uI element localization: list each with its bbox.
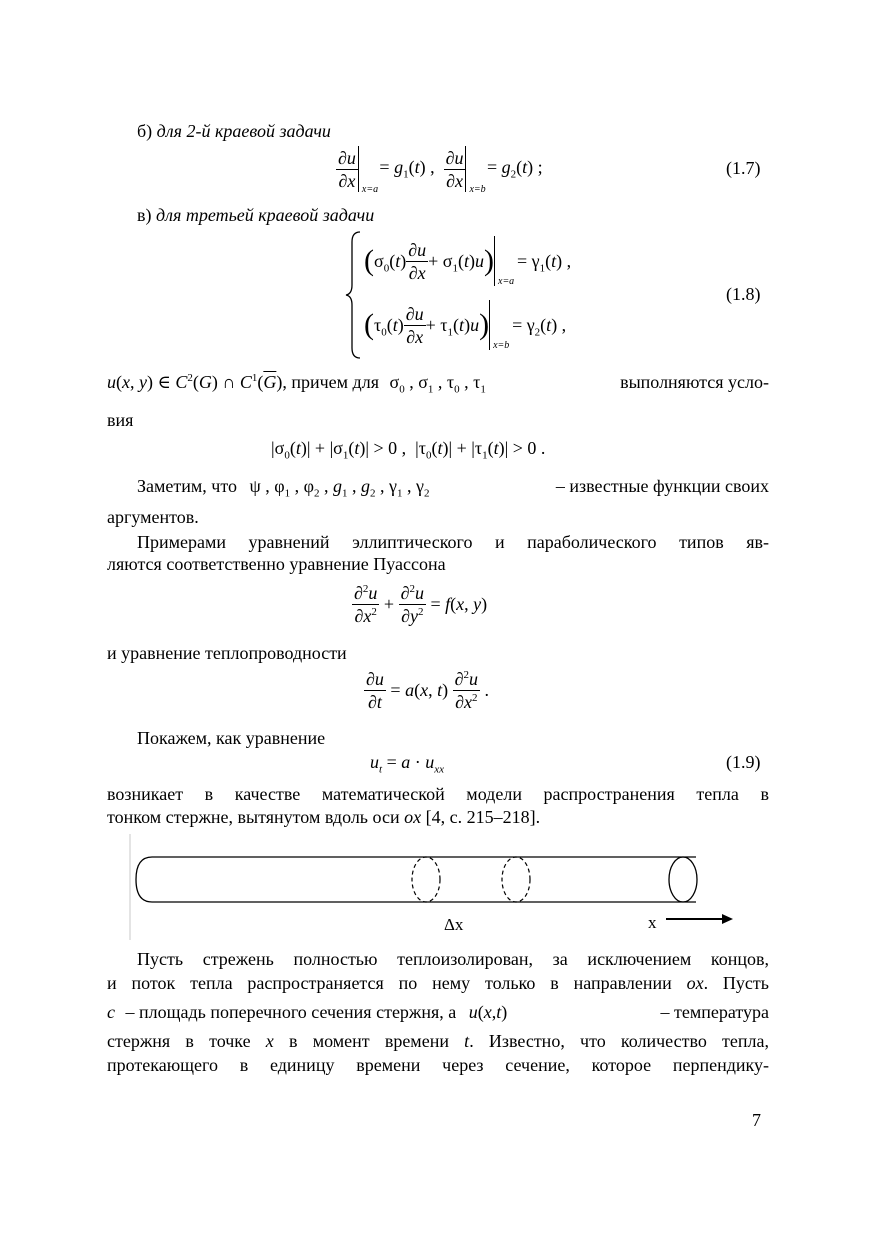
bc2-intro-prefix: б): [137, 121, 157, 141]
system-row-1: ($\sigma_0(t)$ $\frac{\partial u}{\partial x}$ + $\sigma_1(t)u$) x=a = $\gamma_1(t)$ ,: [364, 236, 571, 286]
rod-end-cap: [669, 857, 697, 902]
remark-text: Заметим, что: [137, 476, 237, 496]
rod-line-1: Пусть стрежень полностью теплоизолирован, за исключением концов,: [137, 949, 769, 969]
rod-line-5: протекающего в единицу времени через сечение, которое перпендику-: [107, 1055, 769, 1075]
page-number: 7: [752, 1110, 761, 1130]
rod-section-right: [502, 857, 530, 902]
rod-line-4-suffix: . Известно, что количество тепла,: [469, 1031, 769, 1051]
poisson-equation: $\frac{\partial^2u}{\partial x^2}$ + $\frac{\partial^2u}{\partial y^2}$ = f(x, y): [354, 583, 488, 626]
rod-line-2: [107, 971, 769, 995]
rod-line-3-c: c: [107, 1002, 115, 1022]
equation-1-8: [344, 230, 664, 360]
eval-bar-b: [465, 146, 486, 195]
eval-sub-b: x=b: [469, 184, 486, 195]
axis-arrow-head: [722, 914, 733, 924]
equation-number-1-8: (1.8): [726, 284, 761, 304]
equation-1-7: $\frac{\partial u}{\partial x}$ x=a = $g_1(t)$ , $\frac{\partial u}{\partial x}$ x=b = $g_2(t)$ ;: [338, 147, 543, 195]
delta-x-label: Δx: [444, 915, 464, 934]
bc2-intro-italic: для 2-й краевой задачи: [156, 121, 331, 141]
rod-line-4: [107, 1029, 769, 1053]
rod-line-3: c – площадь поперечного сечения стержня, а u(x,t) – температура: [107, 1002, 769, 1022]
coefficient-inequality: $|\sigma_0(t)| + |\sigma_1(t)| > 0$ , $|\tau_0(t)| + |\tau_1(t)| > 0$ .: [271, 438, 546, 462]
rod-line-4-prefix: стержня в точке: [107, 1031, 266, 1051]
examples-line-1: Примерами уравнений эллиптического и параболического типов яв-: [137, 532, 769, 552]
rod-line-3-mid: – площадь поперечного сечения стержня, а: [125, 1002, 457, 1022]
eval-bar-row1: [494, 236, 515, 287]
class-condition-line: u(x, y) ∈ $C^2(G)$ ∩ $C^1(\overline{G})$, причем для $\sigma_0$ , $\sigma_1$ , $\tau_0$ , $\tau_1$ выполняются усло-: [107, 372, 769, 396]
rod-line-4-t: t: [464, 1031, 470, 1051]
equation-number-1-9: (1.9): [726, 752, 761, 772]
eval-bar-a: [358, 146, 379, 195]
eval-sub-row2: x=b: [493, 340, 510, 351]
class-condition-text: , причем для: [282, 372, 379, 392]
heat-equation: $\frac{\partial u}{\partial t}$ = a(x, t) $\frac{\partial^2u}{\partial x^2}$ .: [366, 669, 489, 712]
system-row-2: ($\tau_0(t)$ $\frac{\partial u}{\partial x}$ + $\tau_1(t)u$) x=b = $\gamma_2(t)$ ,: [364, 300, 566, 350]
equation-number-1-7: (1.7): [726, 158, 761, 178]
rod-line-4-mid: в момент времени: [273, 1031, 465, 1051]
rod-line-2-axis: ox: [686, 973, 704, 993]
du-dx-fraction-a: $\frac{\partial u}{\partial x}$: [338, 147, 356, 191]
rod-body: [136, 857, 696, 902]
du-dx-fraction-b: $\frac{\partial u}{\partial x}$: [445, 147, 464, 191]
axis-x-label: x: [648, 913, 657, 932]
rod-line-3-tail: – температура: [660, 1002, 769, 1022]
show-line-3-axis: ox: [404, 807, 422, 827]
remark-line-2: аргументов.: [107, 507, 199, 527]
rod-line-2-prefix: и поток тепла распространяется по нему только в направлении: [107, 973, 687, 993]
remark-line-1: Заметим, что ψ , $\varphi_1$ , $\varphi_2$ , $g_1$ , $g_2$ , $\gamma_1$ , $\gamma_2$ – известные функции своих: [137, 476, 769, 500]
equation-1-9: $u_t = a \cdot u_{xx}$: [370, 752, 444, 776]
heat-intro: и уравнение теплопроводности: [107, 643, 347, 663]
show-line-2: возникает в качестве математической модели распространения тепла в: [107, 784, 769, 804]
remark-tail: – известные функции своих: [555, 476, 769, 496]
rod-line-4-x: x: [265, 1031, 274, 1051]
rod-figure: [126, 830, 746, 942]
show-line-3: [107, 805, 769, 829]
rod-section-left: [412, 857, 440, 902]
rod-line-2-suffix: . Пусть: [703, 973, 769, 993]
class-condition-wrap: вия: [107, 410, 134, 430]
class-condition-text-2: выполняются усло-: [620, 372, 769, 392]
show-line-3-suffix: [4, с. 215–218].: [421, 807, 541, 827]
du-dx-fraction-row1: $\frac{\partial u}{\partial x}$: [408, 239, 427, 283]
show-text: Покажем, как уравнение: [137, 728, 326, 748]
eval-bar-row2: [489, 300, 510, 351]
eval-sub-a: x=a: [361, 184, 379, 195]
show-line-3-prefix: тонком стержне, вытянутом вдоль оси: [107, 807, 405, 827]
bc3-intro: [137, 205, 374, 226]
examples-line-2: ляются соответственно уравнение Пуассона: [107, 554, 446, 574]
system-brace: [344, 230, 364, 360]
bc3-intro-prefix: в): [137, 205, 156, 225]
eval-sub-row1: x=a: [498, 276, 515, 287]
du-dx-fraction-row2: $\frac{\partial u}{\partial x}$: [405, 303, 424, 347]
bc3-intro-italic: для третьей краевой задачи: [156, 205, 375, 225]
bc2-intro: [137, 121, 331, 142]
show-line-1: [107, 726, 769, 750]
